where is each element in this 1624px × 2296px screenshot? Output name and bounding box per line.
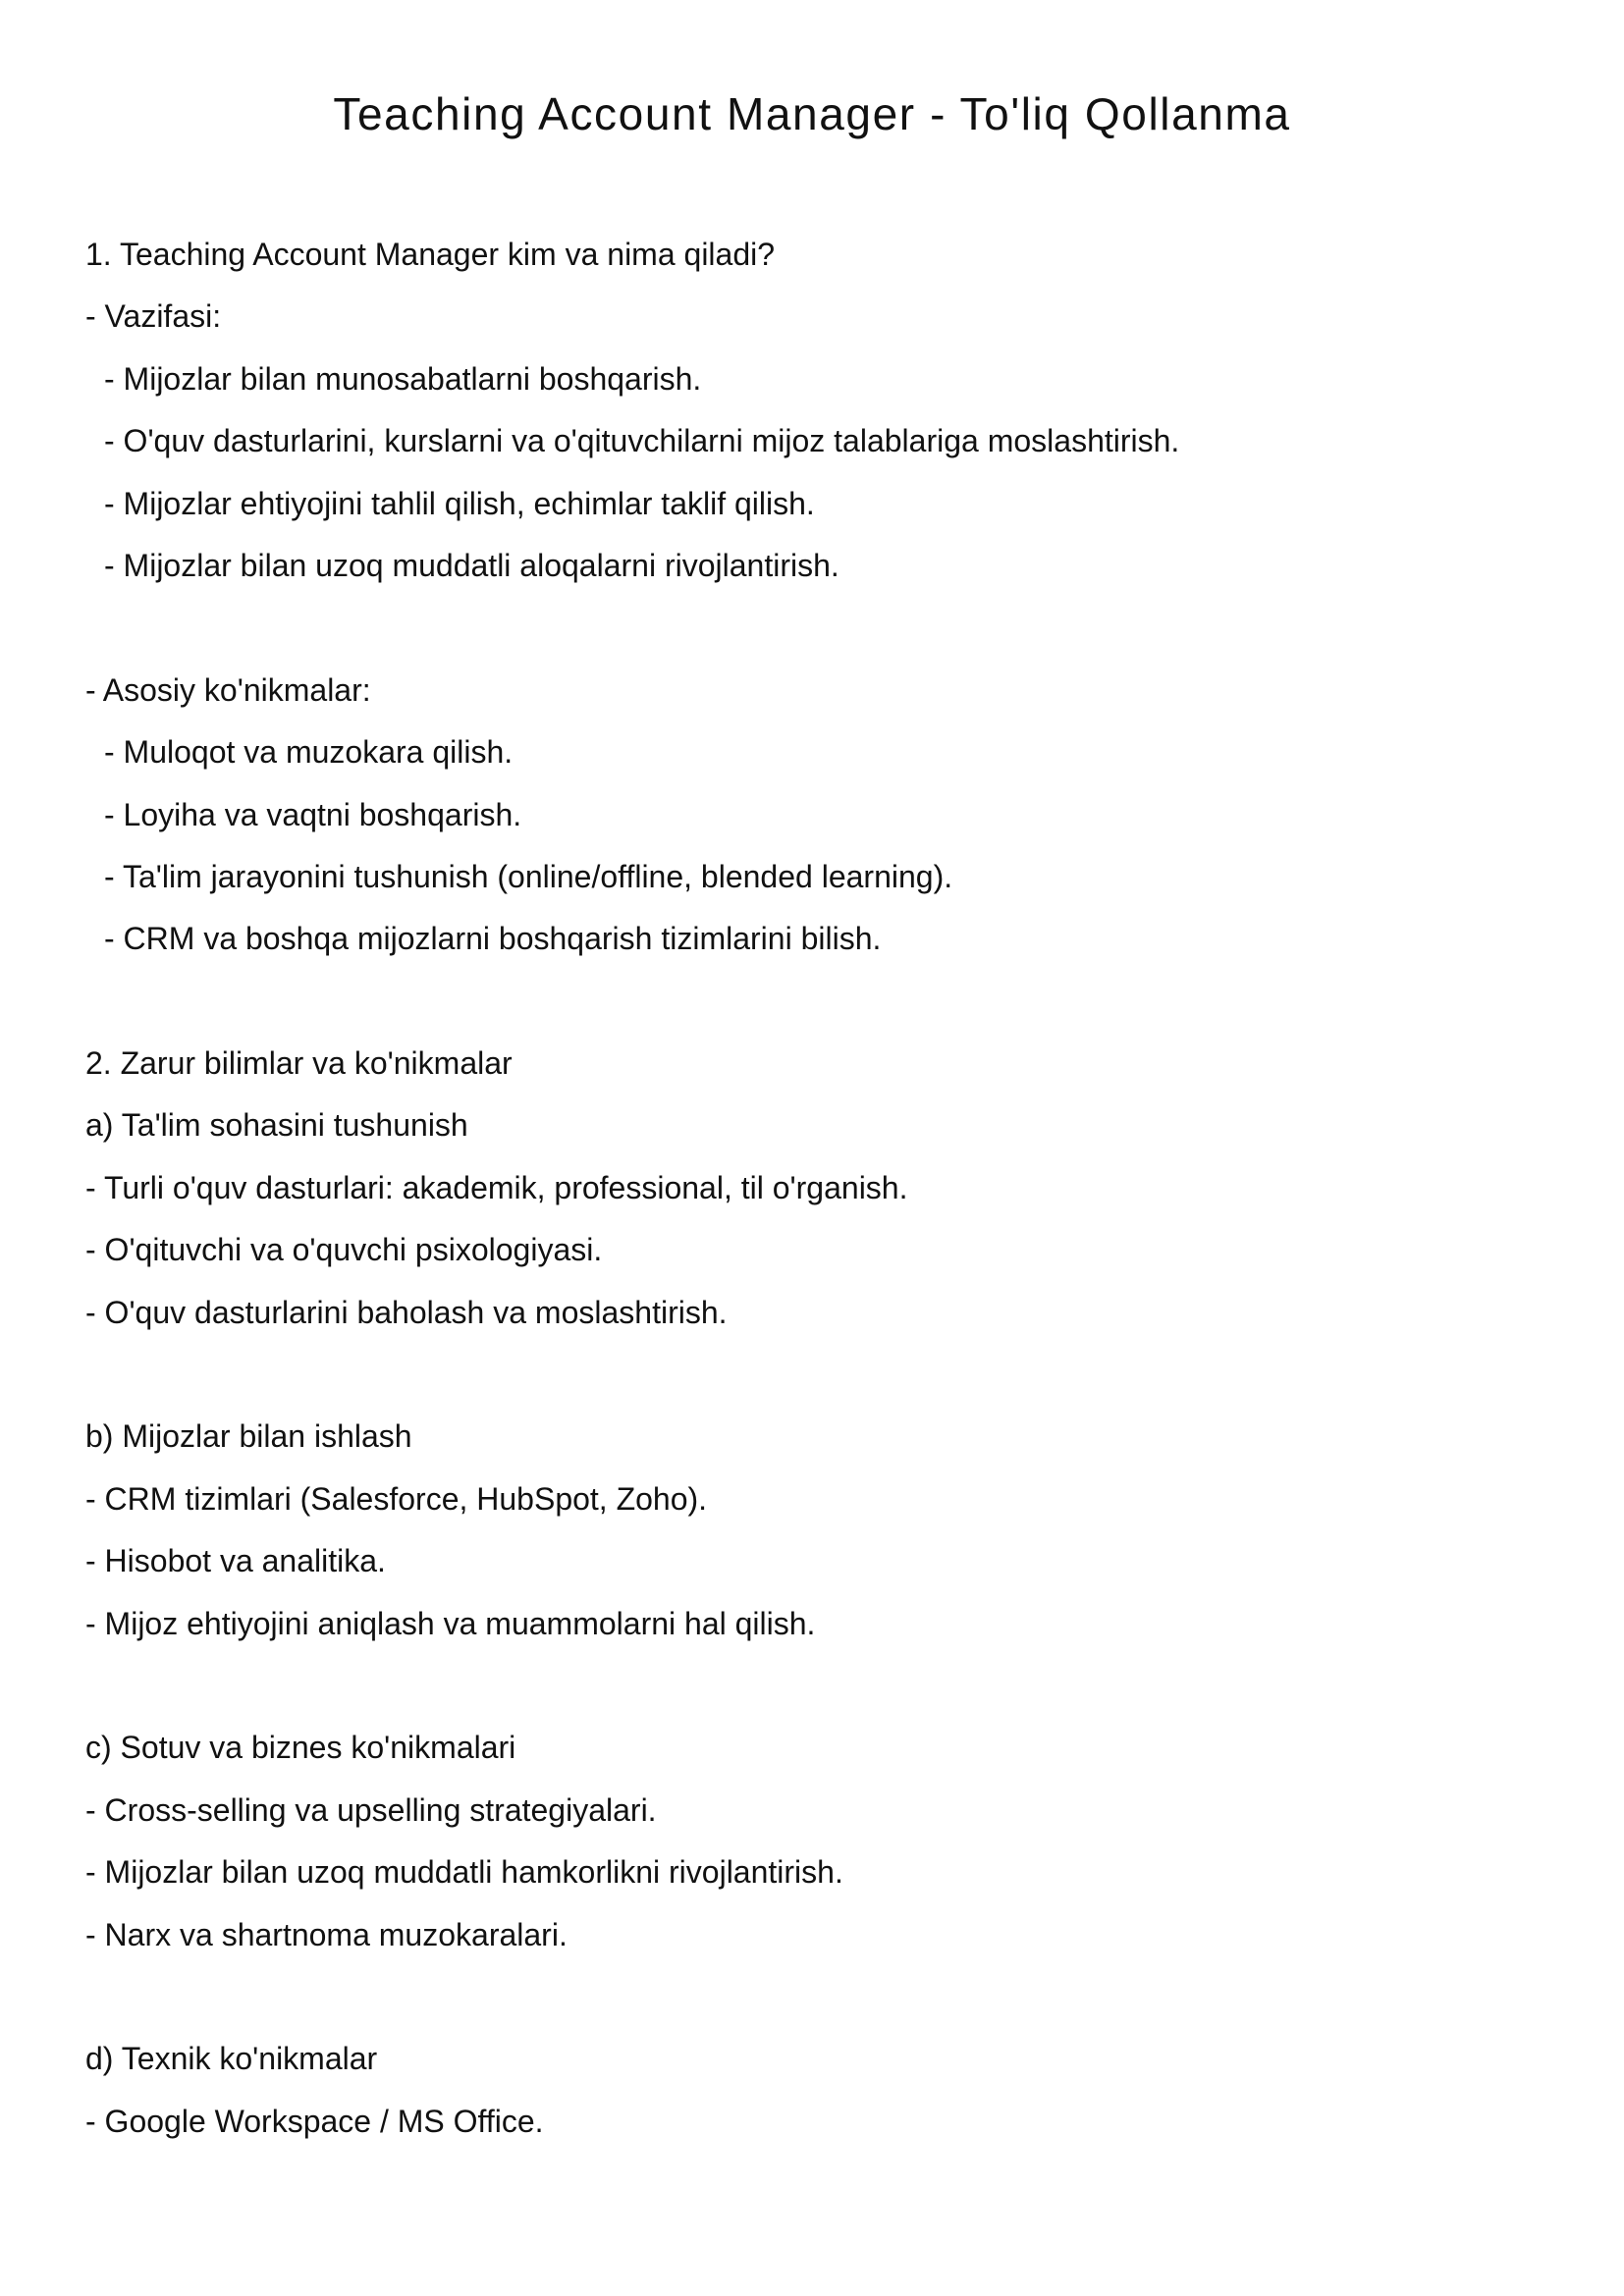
text-line: - Google Workspace / MS Office. [85, 2103, 544, 2139]
text-line: - Hisobot va analitika. [85, 1543, 386, 1579]
text-line: d) Texnik ko'nikmalar [85, 2041, 378, 2077]
text-line: c) Sotuv va biznes ko'nikmalari [85, 1730, 516, 1766]
document-body [85, 224, 1539, 2153]
text-line: - Cross-selling va upselling strategiyalari. [85, 1791, 657, 1828]
list-item: - Loyiha va vaqtni boshqarish. [104, 796, 522, 832]
list-item: - CRM va boshqa mijozlarni boshqarish tizimlarini bilish. [104, 921, 882, 957]
section-spacer [85, 971, 1539, 1033]
text-line: 2. Zarur bilimlar va ko'nikmalar [85, 1045, 513, 1082]
text-line: - Vazifasi: [85, 298, 222, 335]
section-spacer [85, 1344, 1539, 1406]
list-item: - O'quv dasturlarini, kurslarni va o'qituvchilarni mijoz talablariga moslashtirish. [104, 423, 1180, 459]
text-line: - Mijoz ehtiyojini aniqlash va muammolarni hal qilish. [85, 1605, 816, 1641]
text-line: - Mijozlar bilan uzoq muddatli hamkorlikni rivojlantirish. [85, 1854, 843, 1891]
section-spacer [85, 1966, 1539, 2028]
list-item: - Mijozlar bilan munosabatlarni boshqarish. [104, 360, 702, 397]
text-line: - O'quv dasturlarini baholash va moslashtirish. [85, 1294, 728, 1330]
text-line: - Narx va shartnoma muzokaralari. [85, 1916, 568, 1952]
list-item: - Mijozlar ehtiyojini tahlil qilish, echimlar taklif qilish. [104, 485, 815, 521]
text-line: - Asosiy ko'nikmalar: [85, 671, 371, 708]
text-line: - O'qituvchi va o'quvchi psixologiyasi. [85, 1232, 603, 1268]
list-item: - Muloqot va muzokara qilish. [104, 734, 514, 771]
list-item: - Mijozlar bilan uzoq muddatli aloqalarni rivojlantirish. [104, 547, 839, 583]
text-line: a) Ta'lim sohasini tushunish [85, 1107, 468, 1144]
list-item: - Ta'lim jarayonini tushunish (online/offline, blended learning). [104, 858, 953, 894]
text-line: - CRM tizimlari (Salesforce, HubSpot, Zoho). [85, 1480, 708, 1517]
document-title: Teaching Account Manager - To'liq Qollanma [333, 88, 1291, 139]
text-line: b) Mijozlar bilan ishlash [85, 1418, 412, 1455]
text-line: 1. Teaching Account Manager kim va nima qiladi? [85, 237, 776, 272]
section-spacer [85, 1655, 1539, 1717]
section-spacer [85, 597, 1539, 659]
text-line: - Turli o'quv dasturlari: akademik, professional, til o'rganish. [85, 1169, 908, 1205]
